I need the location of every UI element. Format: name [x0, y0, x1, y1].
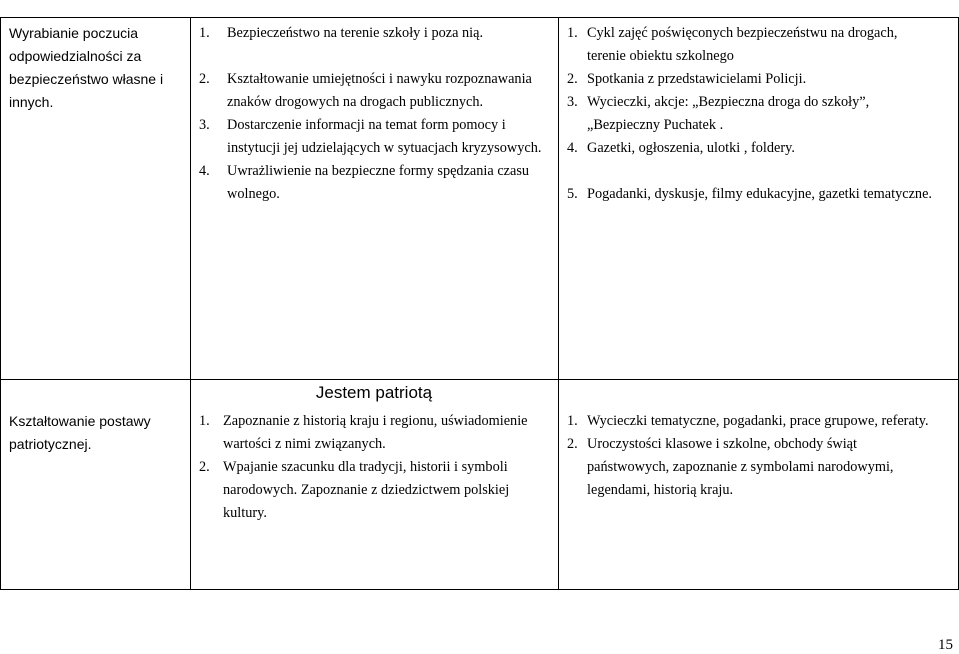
list-item: 1. Wycieczki tematyczne, pogadanki, prace grupowe, referaty. [567, 413, 929, 429]
column-divider-1 [190, 18, 191, 589]
list-item: 1. Bezpieczeństwo na terenie szkoły i poza nią. [199, 25, 484, 41]
row1-goal-cell [9, 22, 181, 114]
list-item: 1. Cykl zajęć poświęconych bezpieczeństwu na drogach, terenie obiektu szkolnego [567, 25, 898, 64]
list-item: 2. Wpajanie szacunku dla tradycji, historii i symboli narodowych. Zapoznanie z dziedzictwem polskiej kultury. [199, 459, 510, 521]
row2-tasks-list [199, 410, 549, 525]
list-item: 5. Pogadanki, dyskusje, filmy edukacyjne, gazetki tematyczne. [567, 186, 933, 202]
list-item: 2. Uroczystości klasowe i szkolne, obchody świąt państwowych, zapoznanie z symbolami narodowymi, legendami, historią kraju. [567, 436, 894, 498]
list-item: 2. Spotkania z przedstawicielami Policji. [567, 71, 807, 87]
list-item: 2. Kształtowanie umiejętności i nawyku rozpoznawania znaków drogowych na drogach publicznych. [199, 71, 532, 110]
row1-tasks-cell [199, 22, 549, 206]
row1-goal-text: Wyrabianie poczucia odpowiedzialności za bezpieczeństwo własne i innych. [9, 25, 164, 110]
row-divider [1, 379, 958, 380]
column-divider-2 [558, 18, 559, 589]
list-item: 3. Wycieczki, akcje: „Bezpieczna droga do szkoły”, „Bezpieczny Puchatek . [567, 94, 870, 133]
page-number: 15 [938, 637, 953, 653]
row1-tasks-list [199, 22, 549, 206]
row2-goal-text: Kształtowanie postawy patriotycznej. [9, 413, 151, 452]
row2-forms-cell [567, 410, 937, 502]
list-item: 3. Dostarczenie informacji na temat form pomocy i instytucji jej udzielających w sytuacjach kryzysowych. [199, 117, 542, 156]
section-title: Jestem patriotą [315, 383, 433, 402]
row1-forms-list [567, 22, 937, 206]
row2-tasks-cell [199, 410, 549, 525]
list-item: 1. Zapoznanie z historią kraju i regionu, uświadomienie wartości z nimi związanych. [199, 413, 528, 452]
list-item: 4. Gazetki, ogłoszenia, ulotki , foldery. [567, 140, 795, 156]
list-item: 4. Uwrażliwienie na bezpieczne formy spędzania czasu wolnego. [199, 163, 530, 202]
program-table [0, 17, 959, 590]
row1-forms-cell [567, 22, 937, 206]
row2-goal-cell [9, 410, 181, 456]
row2-forms-list [567, 410, 937, 502]
